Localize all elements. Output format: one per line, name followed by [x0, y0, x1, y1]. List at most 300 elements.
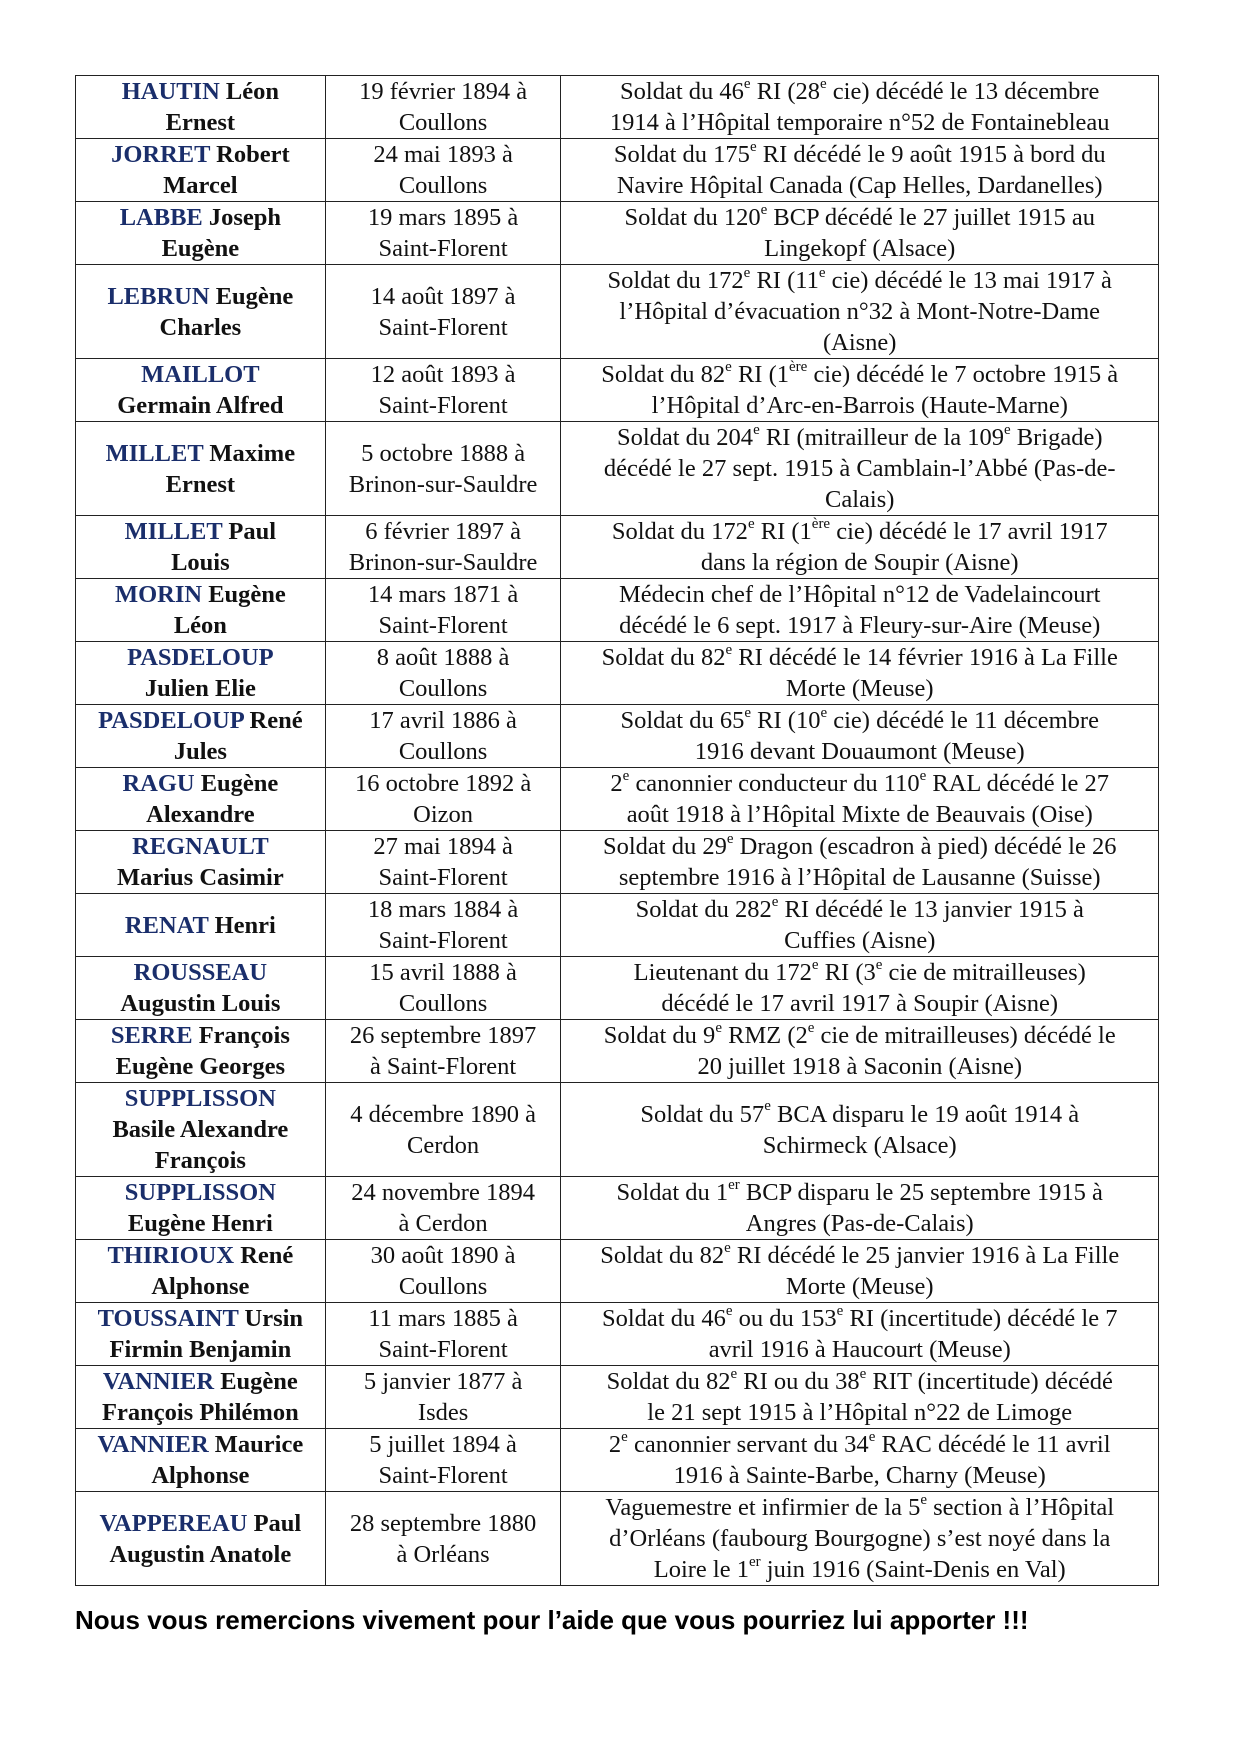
detail-text: décédé le 17 avril 1917 à Soupir (Aisne) [661, 990, 1059, 1017]
detail-text: section à l’Hôpital [927, 1494, 1115, 1521]
name-line [78, 1366, 323, 1397]
name-line: François Philémon [102, 1399, 299, 1426]
ordinal-superscript: ère [789, 358, 808, 375]
surname: PASDELOUP [127, 644, 274, 671]
table-row [76, 265, 1159, 359]
birth-line: Saint-Florent [378, 1336, 508, 1363]
birth-line: Oizon [413, 801, 474, 828]
ordinal-superscript: e [859, 1365, 867, 1382]
table-row [76, 1303, 1159, 1366]
birth-line: Coullons [398, 109, 488, 136]
table-row [76, 831, 1159, 894]
detail-line [563, 1208, 1156, 1239]
ordinal-superscript: er [728, 1176, 740, 1193]
ordinal-superscript: e [753, 421, 760, 438]
given-names: Eugène [215, 282, 294, 310]
ordinal-superscript: e [749, 138, 757, 155]
detail-text: d’Orléans (faubourg Bourgogne) s’est noyé dans la [609, 1525, 1111, 1552]
name-line: Jules [173, 738, 227, 765]
detail-text: Soldat du 120 [624, 204, 761, 231]
detail-text: Soldat du 172 [611, 518, 748, 545]
ordinal-superscript: e [730, 1365, 738, 1382]
detail-line [563, 768, 1156, 799]
given-names: Ursin [244, 1305, 304, 1332]
given-names: Eugène [200, 770, 279, 797]
birth-line: 14 août 1897 à [370, 282, 516, 310]
detail-line [563, 296, 1156, 327]
table-row [76, 768, 1159, 831]
birth-date-place-cell [325, 642, 561, 705]
closing-message: Nous vous remercions vivement pour l’aide que vous pourriez lui apporter !!! [75, 1605, 1029, 1635]
ordinal-superscript: e [820, 704, 828, 721]
service-detail-cell [561, 265, 1159, 359]
birth-date-place-cell [325, 579, 561, 642]
given-names: Maurice [214, 1431, 304, 1458]
surname: RAGU [122, 770, 195, 797]
birth-line: Saint-Florent [378, 313, 508, 341]
detail-line [563, 76, 1156, 107]
detail-line [563, 1020, 1156, 1051]
detail-text: Soldat du 282 [635, 896, 772, 923]
ordinal-superscript: e [715, 1019, 722, 1036]
service-detail-cell [561, 957, 1159, 1020]
soldier-name-cell [76, 1492, 326, 1586]
detail-text: Médecin chef de l’Hôpital n°12 de Vadelaincourt [618, 581, 1101, 608]
soldier-name-cell [76, 705, 326, 768]
birth-date-place-cell [325, 1083, 561, 1177]
given-names: Léon [225, 78, 279, 105]
detail-line [563, 1397, 1156, 1428]
detail-text: Loire le 1 [653, 1556, 749, 1583]
name-line [78, 76, 323, 107]
soldier-name-cell [76, 139, 326, 202]
soldier-name-cell [76, 831, 326, 894]
ordinal-superscript: e [807, 1019, 815, 1036]
table-row [76, 516, 1159, 579]
name-line: François [154, 1147, 246, 1174]
birth-line: 5 juillet 1894 à [369, 1431, 517, 1458]
detail-text: RI (mitrailleur de la 109 [759, 424, 1004, 451]
detail-text: Soldat du 82 [601, 361, 726, 388]
detail-line [563, 799, 1156, 830]
detail-text: l’Hôpital d’évacuation n°32 à Mont-Notre-Dame [619, 298, 1101, 325]
detail-line [563, 359, 1156, 390]
detail-text: Lieutenant du 172 [633, 959, 812, 986]
soldier-name-cell [76, 1020, 326, 1083]
table-row [76, 359, 1159, 422]
name-line: Marcel [163, 172, 238, 199]
birth-line: Saint-Florent [378, 864, 508, 891]
birth-line: Coullons [398, 172, 488, 199]
detail-text: Schirmeck (Alsace) [762, 1131, 957, 1159]
birth-line: Cerdon [407, 1131, 480, 1159]
birth-line: Coullons [398, 738, 488, 765]
birth-line: Saint-Florent [378, 1462, 508, 1489]
birth-line: Coullons [398, 675, 488, 702]
soldier-roster-table [75, 75, 1159, 1586]
name-line [78, 1240, 323, 1271]
name-line [78, 957, 323, 988]
detail-line [563, 1492, 1156, 1523]
detail-text: Vaguemestre et infirmier de la 5 [605, 1494, 921, 1521]
table-row [76, 642, 1159, 705]
given-names: René [240, 1242, 294, 1269]
detail-text: BCP décédé le 27 juillet 1915 au [767, 204, 1095, 231]
detail-text: Soldat du 46 [601, 1305, 726, 1332]
birth-line: Coullons [398, 1273, 488, 1300]
table-row [76, 1492, 1159, 1586]
ordinal-superscript: e [820, 75, 827, 92]
name-line [78, 1429, 323, 1460]
ordinal-superscript: e [725, 358, 732, 375]
table-row [76, 894, 1159, 957]
name-line [78, 139, 323, 170]
ordinal-superscript: e [920, 1491, 927, 1508]
service-detail-cell [561, 705, 1159, 768]
given-names: Eugène [220, 1368, 298, 1395]
service-detail-cell [561, 1240, 1159, 1303]
ordinal-superscript: e [726, 830, 734, 847]
birth-date-place-cell [325, 359, 561, 422]
birth-date-place-cell [325, 76, 561, 139]
detail-line [563, 1366, 1156, 1397]
surname: RENAT [124, 911, 209, 939]
detail-text: RI décédé le 25 janvier 1916 à La Fille [730, 1242, 1120, 1269]
surname: MORIN [114, 581, 203, 608]
soldier-name-cell [76, 642, 326, 705]
detail-line [563, 265, 1156, 296]
soldier-name-cell [76, 1366, 326, 1429]
name-line [78, 1508, 323, 1539]
birth-line: 4 décembre 1890 à [350, 1100, 536, 1128]
surname: LEBRUN [107, 282, 210, 310]
name-line [78, 579, 323, 610]
detail-line [563, 170, 1156, 201]
table-row [76, 139, 1159, 202]
detail-line [563, 233, 1156, 264]
detail-text: canonnier conducteur du 110 [629, 770, 920, 797]
given-names: François [198, 1022, 290, 1049]
name-line: Germain Alfred [117, 392, 284, 419]
service-detail-cell [561, 1083, 1159, 1177]
name-line [78, 642, 323, 673]
name-line [78, 281, 323, 312]
detail-text: dans la région de Soupir (Aisne) [700, 549, 1019, 576]
detail-line [563, 1051, 1156, 1082]
name-line [78, 1083, 323, 1114]
birth-line: à Cerdon [398, 1210, 488, 1237]
ordinal-superscript: e [743, 264, 751, 281]
service-detail-cell [561, 139, 1159, 202]
detail-text: Brigade) [1010, 424, 1103, 451]
birth-line: 17 avril 1886 à [369, 707, 517, 734]
detail-line [563, 107, 1156, 138]
service-detail-cell [561, 768, 1159, 831]
birth-line: à Orléans [396, 1540, 490, 1568]
ordinal-superscript: e [724, 1239, 731, 1256]
detail-text: Soldat du 82 [601, 644, 726, 671]
detail-text: le 21 sept 1915 à l’Hôpital n°22 de Limoge [647, 1399, 1073, 1426]
detail-text: 20 juillet 1918 à Saconin (Aisne) [697, 1053, 1023, 1080]
detail-text: cie) décédé le 13 décembre [826, 78, 1100, 105]
detail-text: 1916 à Sainte-Barbe, Charny (Meuse) [673, 1462, 1046, 1489]
soldier-name-cell [76, 1240, 326, 1303]
detail-text: RI ou du 38 [737, 1368, 860, 1395]
birth-date-place-cell [325, 139, 561, 202]
table-row [76, 1020, 1159, 1083]
table-row [76, 579, 1159, 642]
detail-text: juin 1916 (Saint-Denis en Val) [760, 1556, 1066, 1583]
name-line: Eugène Henri [127, 1210, 273, 1237]
service-detail-cell [561, 359, 1159, 422]
soldier-name-cell [76, 1303, 326, 1366]
surname: REGNAULT [132, 833, 269, 860]
surname: PASDELOUP [98, 707, 244, 734]
detail-line [563, 1523, 1156, 1554]
table-row [76, 1240, 1159, 1303]
detail-text: RMZ (2 [721, 1022, 808, 1049]
name-line: Eugène [161, 235, 240, 262]
name-line: Augustin Anatole [109, 1540, 292, 1568]
detail-text: BCA disparu le 19 août 1914 à [770, 1100, 1080, 1128]
service-detail-cell [561, 1429, 1159, 1492]
soldier-name-cell [76, 265, 326, 359]
ordinal-superscript: e [836, 1302, 844, 1319]
detail-line [563, 516, 1156, 547]
birth-line: 19 février 1894 à [359, 78, 528, 105]
name-line: Firmin Benjamin [109, 1336, 292, 1363]
birth-line: 8 août 1888 à [376, 644, 510, 671]
service-detail-cell [561, 1492, 1159, 1586]
detail-text: Soldat du 204 [616, 424, 754, 451]
birth-date-place-cell [325, 768, 561, 831]
detail-line [563, 1240, 1156, 1271]
name-line: Ernest [165, 470, 236, 498]
birth-date-place-cell [325, 894, 561, 957]
detail-line [563, 957, 1156, 988]
name-line: Louis [171, 549, 230, 576]
name-line: Julien Elie [144, 675, 256, 702]
surname: SERRE [110, 1022, 193, 1049]
birth-line: 12 août 1893 à [370, 361, 516, 388]
detail-line [563, 673, 1156, 704]
birth-line: Saint-Florent [378, 235, 508, 262]
name-line [78, 516, 323, 547]
table-row [76, 422, 1159, 516]
detail-line [563, 925, 1156, 956]
soldier-name-cell [76, 76, 326, 139]
birth-date-place-cell [325, 1020, 561, 1083]
birth-date-place-cell [325, 422, 561, 516]
birth-line: 24 novembre 1894 [351, 1179, 535, 1206]
name-line: Eugène Georges [115, 1053, 286, 1080]
service-detail-cell [561, 1020, 1159, 1083]
birth-line: 5 octobre 1888 à [361, 439, 526, 467]
birth-line: Isdes [417, 1399, 469, 1426]
name-line [78, 1177, 323, 1208]
detail-text: RI (28 [750, 78, 820, 105]
birth-line: 19 mars 1895 à [367, 204, 519, 231]
detail-text: RI (incertitude) décédé le 7 [843, 1305, 1118, 1332]
detail-text: Soldat du 29 [602, 833, 727, 860]
ordinal-superscript: e [747, 515, 755, 532]
detail-line [563, 894, 1156, 925]
birth-line: 15 avril 1888 à [369, 959, 517, 986]
birth-line: 6 février 1897 à [365, 518, 521, 545]
detail-text: Navire Hôpital Canada (Cap Helles, Dardanelles) [616, 172, 1103, 199]
birth-line: Coullons [398, 990, 488, 1017]
detail-line [563, 862, 1156, 893]
detail-text: RI (3 [818, 959, 876, 986]
detail-text: Soldat du 9 [603, 1022, 716, 1049]
soldier-name-cell [76, 1177, 326, 1240]
detail-line [563, 547, 1156, 578]
ordinal-superscript: e [764, 1098, 771, 1115]
soldier-name-cell [76, 768, 326, 831]
service-detail-cell [561, 1303, 1159, 1366]
birth-line: à Saint-Florent [369, 1053, 517, 1080]
surname: ROUSSEAU [133, 959, 268, 986]
detail-line [563, 705, 1156, 736]
detail-line [563, 736, 1156, 767]
given-names: René [249, 707, 303, 734]
name-line: Ernest [165, 109, 236, 136]
detail-text: RI décédé le 14 février 1916 à La Fille [732, 644, 1118, 671]
surname: TOUSSAINT [97, 1305, 239, 1332]
soldier-name-cell [76, 202, 326, 265]
detail-line [563, 831, 1156, 862]
soldier-name-cell [76, 1083, 326, 1177]
detail-line [563, 1130, 1156, 1161]
soldier-name-cell [76, 359, 326, 422]
ordinal-superscript: e [771, 893, 779, 910]
ordinal-superscript: e [725, 641, 733, 658]
table-row [76, 1366, 1159, 1429]
detail-text: avril 1916 à Haucourt (Meuse) [708, 1336, 1011, 1363]
service-detail-cell [561, 894, 1159, 957]
detail-text: cie de mitrailleuses) [882, 959, 1086, 986]
detail-line [563, 327, 1156, 358]
soldier-name-cell [76, 1429, 326, 1492]
name-line [78, 910, 323, 941]
service-detail-cell [561, 76, 1159, 139]
detail-line [563, 1271, 1156, 1302]
birth-date-place-cell [325, 265, 561, 359]
name-line [78, 1020, 323, 1051]
soldier-name-cell [76, 516, 326, 579]
birth-date-place-cell [325, 1492, 561, 1586]
ordinal-superscript: ère [811, 515, 831, 532]
ordinal-superscript: e [818, 264, 826, 281]
birth-line: 30 août 1890 à [370, 1242, 516, 1269]
detail-line [563, 139, 1156, 170]
detail-text: août 1918 à l’Hôpital Mixte de Beauvais (Oise) [626, 801, 1093, 828]
name-line: Charles [159, 313, 242, 341]
birth-date-place-cell [325, 516, 561, 579]
detail-text: canonnier servant du 34 [627, 1431, 869, 1458]
detail-text: RI (1 [731, 361, 789, 388]
detail-line [563, 610, 1156, 641]
surname: MAILLOT [141, 361, 260, 388]
detail-text: 1916 devant Douaumont (Meuse) [694, 738, 1025, 765]
birth-line: Saint-Florent [378, 392, 508, 419]
birth-line: Brinon-sur-Sauldre [348, 549, 538, 576]
detail-line [563, 422, 1156, 453]
soldier-name-cell [76, 894, 326, 957]
given-names: Robert [216, 141, 290, 168]
detail-text: RI (10 [751, 707, 821, 734]
table-row [76, 202, 1159, 265]
detail-text: RAC décédé le 11 avril [875, 1431, 1111, 1458]
detail-line [563, 453, 1156, 484]
detail-text: cie) décédé le 13 mai 1917 à [825, 267, 1112, 294]
birth-line: 16 octobre 1892 à [354, 770, 532, 797]
service-detail-cell [561, 1177, 1159, 1240]
ordinal-superscript: e [868, 1428, 876, 1445]
detail-text: Calais) [825, 486, 895, 513]
soldier-name-cell [76, 579, 326, 642]
name-line [78, 438, 323, 469]
birth-line: Brinon-sur-Sauldre [348, 470, 538, 498]
detail-text: Morte (Meuse) [785, 1273, 934, 1300]
surname: SUPPLISSON [124, 1085, 276, 1112]
given-names: Eugène [208, 581, 286, 608]
birth-date-place-cell [325, 1240, 561, 1303]
birth-date-place-cell [325, 1366, 561, 1429]
ordinal-superscript: e [622, 767, 630, 784]
detail-text: décédé le 27 sept. 1915 à Camblain-l’Abbé (Pas-de- [603, 455, 1116, 482]
name-line: Alexandre [146, 801, 255, 828]
detail-text: 2 [608, 1431, 622, 1458]
detail-text: RI décédé le 13 janvier 1915 à [778, 896, 1084, 923]
soldier-name-cell [76, 422, 326, 516]
detail-line [563, 579, 1156, 610]
detail-line [563, 1460, 1156, 1491]
ordinal-superscript: e [743, 75, 751, 92]
ordinal-superscript: e [811, 956, 819, 973]
surname: VAPPEREAU [99, 1509, 248, 1537]
birth-line: Saint-Florent [378, 612, 508, 639]
table-row [76, 1177, 1159, 1240]
detail-text: décédé le 6 sept. 1917 à Fleury-sur-Aire (Meuse) [619, 612, 1101, 639]
birth-line: 27 mai 1894 à [373, 833, 513, 860]
given-names: Maxime [209, 439, 296, 467]
detail-line [563, 1334, 1156, 1365]
birth-line: Saint-Florent [378, 927, 508, 954]
given-names: Paul [253, 1509, 302, 1537]
surname: MILLET [124, 518, 223, 545]
birth-date-place-cell [325, 1429, 561, 1492]
detail-text: cie) décédé le 11 décembre [827, 707, 1099, 734]
table-row [76, 1083, 1159, 1177]
detail-line [563, 642, 1156, 673]
detail-text: BCP disparu le 25 septembre 1915 à [739, 1179, 1103, 1206]
service-detail-cell [561, 1366, 1159, 1429]
birth-line: 26 septembre 1897 [349, 1022, 537, 1049]
detail-text: Lingekopf (Alsace) [764, 235, 956, 262]
service-detail-cell [561, 516, 1159, 579]
service-detail-cell [561, 642, 1159, 705]
detail-line [563, 1303, 1156, 1334]
detail-line [563, 988, 1156, 1019]
detail-line [563, 202, 1156, 233]
detail-text: cie) décédé le 17 avril 1917 [830, 518, 1108, 545]
name-line [78, 705, 323, 736]
birth-line: 11 mars 1885 à [368, 1305, 518, 1332]
service-detail-cell [561, 202, 1159, 265]
detail-text: RI (1 [754, 518, 812, 545]
table-row [76, 705, 1159, 768]
